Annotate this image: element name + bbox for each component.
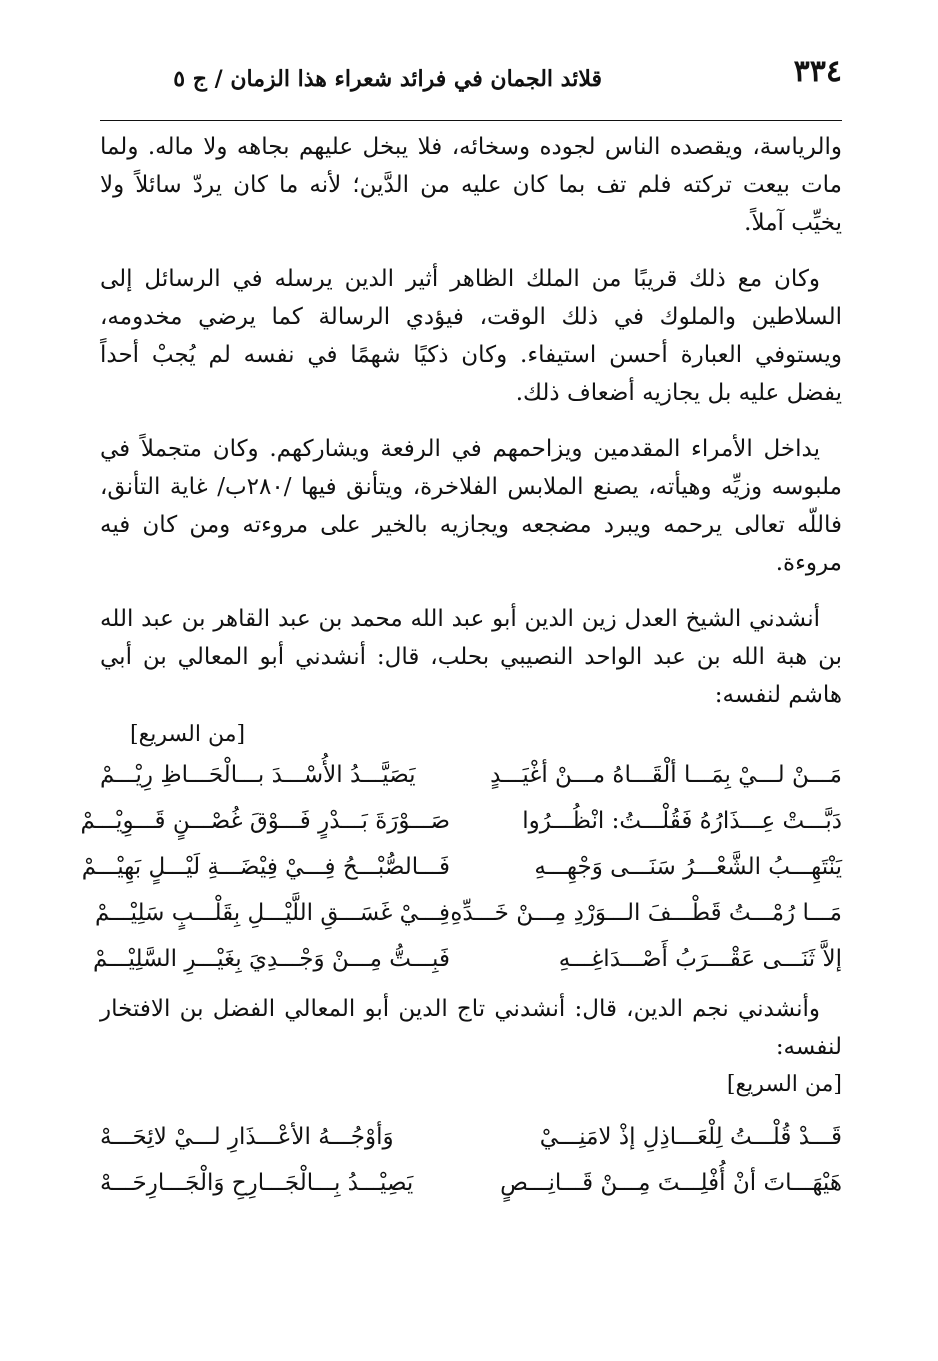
running-title: قلائد الجمان في فرائد شعراء هذا الزمان / ج ٥ [173,66,602,92]
verse [100,1114,842,1160]
poem-1 [80,752,842,982]
hemistich-first: إلاَّ ثَنَـــى عَقْـــرَبُ أَصْـــدَاغِـــهِ [558,946,842,972]
header-rule [100,120,842,121]
hemistich-first: دَبَّـــتْ عِـــذَارُهُ فَقُلْـــتُ: انْظُـــرُوا [522,808,842,834]
paragraph-5: وأنشدني نجم الدين، قال: أنشدني تاج الدين أبو المعالي الفضل بن الافتخار لنفسه: [100,996,842,1060]
paragraph-4: أنشدني الشيخ العدل زين الدين أبو عبد الله محمد بن عبد القاهر بن عبد الله بن هبة الله بن عبد الواحد النصيبي بحلب، قال: أنشدني أبو المعالي بن أبي هاشم لنفسه: [100,606,842,708]
poem-2 [100,1114,842,1206]
hemistich-first: يَنْتَهِـــبُ الشَّعْـــرُ سَنَـــى وَجْهِـــهِ [534,854,842,880]
body-text [80,128,842,1214]
hemistich-first: هَيْهَـــاتَ أنْ أُفْلِـــتَ مِـــنْ قَـــانِـــصٍ [500,1170,842,1196]
verse [80,798,842,844]
paragraph-1: والرياسة، ويقصده الناس لجوده وسخائه، فلا يبخل عليهم بجاهه ولا ماله. ولما مات بيعت تركته فلم تف بما كان عليه من الدَّين؛ لأنه ما كان يردّ سائلاً ولا يخيِّب آملاً. [100,134,842,236]
hemistich-second: فَبِـــتُّ مِـــنْ وَجْـــدِيَ بِغَيْـــرِ السَّلِيْـــمْ [93,946,450,972]
hemistich-first: قَـــدْ قُلْـــتُ لِلْعَـــاذِلِ إذْ لامَنِـــيْ [539,1124,842,1150]
hemistich-first: مَـــا رُمْـــتُ قَطْـــفَ الـــوَرْدِ مِـــنْ خَـــدِّهِ [450,900,842,926]
hemistich-second: يَصِيْـــدُ بِـــالْجَـــارِحِ وَالْجَـــارِحَـــهْ [100,1170,414,1196]
verse [81,844,842,890]
verse [100,1160,842,1206]
poem-2-meter: [من السريع] [726,1072,842,1097]
verse [95,890,842,936]
hemistich-second: صَـــوْرَةَ بَـــدْرٍ فَـــوْقَ غُصْـــنٍ قَـــوِيْـــمْ [80,808,450,834]
paragraph-2: وكان مع ذلك قريبًا من الملك الظاهر أثير الدين يرسله في الرسائل إلى السلاطين والملوك في ذلك الوقت، فيؤدي الرسالة كما يرضي مخدومه، ويستوفي العبارة أحسن استيفاء. وكان ذكيًا شهمًا في نفسه لم يُجبْ أحداً يفضل عليه بل يجازيه أضعاف ذلك. [100,266,842,406]
page-header [100,52,842,110]
hemistich-second: فَـــالصُّبْـــحُ فِـــيْ فِيْضَـــةِ لَيْـــلٍ بَهِيْـــمْ [81,854,450,880]
hemistich-second: فِـــيْ غَسَـــقِ اللَّيْـــلِ بِقَلْـــبٍ سَلِيْـــمْ [95,900,450,926]
paragraph-3: يداخل الأمراء المقدمين ويزاحمهم في الرفعة ويشاركهم. وكان متجملاً في ملبوسه وزيِّه وهيأته، يصنع الملابس الفلاخرة، ويتأنق فيها /٢٨٠ب/ غاية التأنق، فاللّه تعالى يرحمه ويبرد مضجعه ويجازيه بالخير على مروءته ومن كان فيه مروءة. [100,436,842,576]
page-number: ٣٣٤ [793,54,842,89]
verse [93,936,842,982]
hemistich-second: وَأوْجُـــهُ الأعْـــذَارِ لـــيْ لائِحَـــهْ [100,1124,394,1150]
verse [100,752,842,798]
poem-1-meter: [من السريع] [130,722,246,747]
hemistich-second: يَصَيَّـــدُ الأُسْـــدَ بـــالْحَـــاظِ رِيْـــمْ [100,762,416,788]
hemistich-first: مَـــنْ لـــيْ بِمَـــا ألْقَـــاهُ مـــنْ أغْيَـــدٍ [490,762,842,788]
